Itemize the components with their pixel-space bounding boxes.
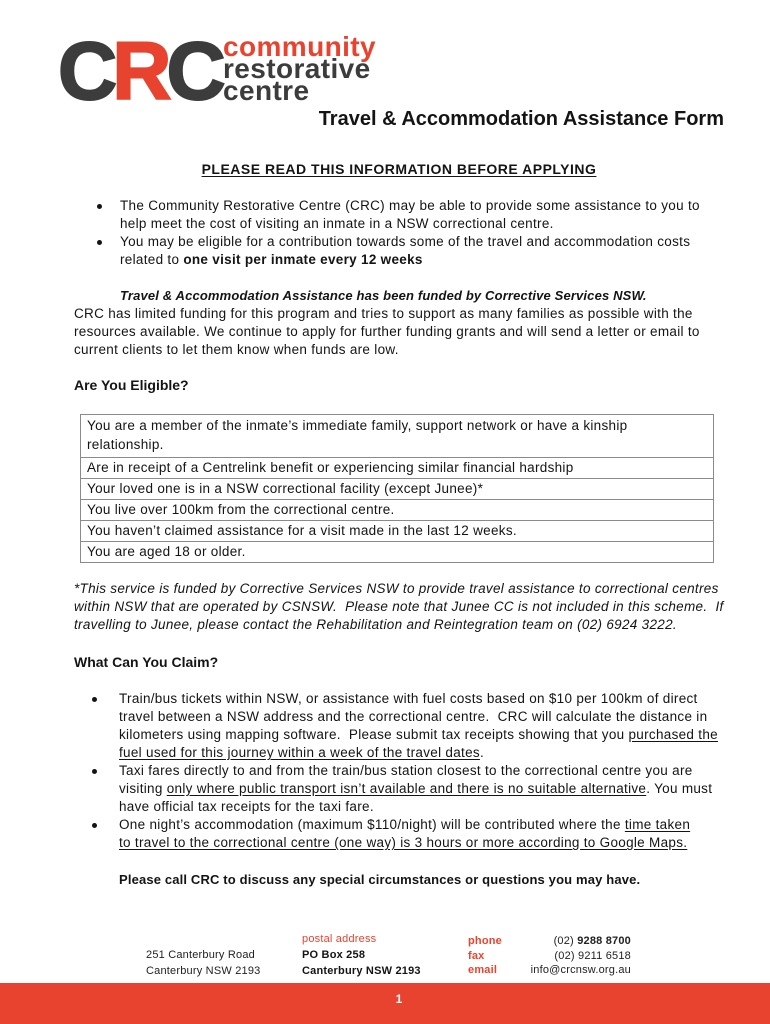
intro-bullet-1-line-2: help meet the cost of visiting an inmate in a NSW correctional centre. [120, 216, 554, 231]
street-line-2: Canterbury NSW 2193 [146, 965, 261, 977]
claim-1-line-1: Train/bus tickets within NSW, or assistance with fuel costs based on $10 per 100km of direct [119, 691, 698, 706]
postal-line-1: PO Box 258 [302, 949, 366, 961]
funding-line-3: current clients to let them know when funds are low. [74, 342, 399, 357]
funding-line-1: CRC has limited funding for this program and tries to support as many families as possible with the [74, 306, 693, 321]
claim-3-underlined: time taken [624, 817, 691, 832]
bullet-icon [92, 697, 97, 702]
page-number: 1 [395, 992, 403, 1006]
bullet-icon [97, 240, 102, 245]
logo-word-centre: centre [223, 75, 310, 106]
bullet-icon [97, 204, 102, 209]
eligibility-heading: Are You Eligible? [74, 377, 189, 393]
bullet-icon [92, 823, 97, 828]
phone-number: 9288 8700 [577, 935, 631, 947]
crc-logo-wordmark [223, 31, 376, 106]
eligibility-footnote [74, 580, 724, 634]
footnote-line-3: travelling to Junee, please contact the Rehabilitation and Reintegration team on (02) 6924 3222. [74, 617, 677, 632]
claim-1-underlined: purchased the [628, 727, 718, 742]
claim-1-line-4-end: . [479, 745, 484, 760]
notice-heading: PLEASE READ THIS INFORMATION BEFORE APPLYING [201, 161, 597, 177]
claim-3-underlined-cont: to travel to the correctional centre (one way) is 3 hours or more according to Google Maps. [119, 835, 688, 850]
fax-label: fax [468, 949, 485, 962]
phone-area-code: (02) [553, 935, 578, 947]
claim-2-underlined: only where public transport isn’t available and there is no suitable alternative [166, 781, 647, 796]
eligibility-row-2-text: Are in receipt of a Centrelink benefit or experiencing similar financial hardship [87, 460, 574, 475]
eligibility-row-4 [81, 499, 713, 520]
intro-bullet-1 [120, 197, 700, 233]
footnote-line-1: *This service is funded by Corrective Services NSW to provide travel assistance to correctional centres [74, 581, 719, 596]
eligibility-row-6-text: You are aged 18 or older. [87, 544, 246, 559]
claim-1-line-4 [119, 744, 718, 762]
eligibility-table [80, 414, 714, 563]
claim-3-line-2 [119, 834, 690, 852]
eligibility-row-6 [81, 541, 713, 562]
footer-street-address [146, 947, 260, 979]
postal-line-2: Canterbury NSW 2193 [302, 965, 421, 977]
eligibility-row-4-text: You live over 100km from the correctional centre. [87, 502, 395, 517]
claims-heading: What Can You Claim? [74, 654, 219, 670]
intro-bullet-2-line-1: You may be eligible for a contribution towards some of the travel and accommodation costs [120, 234, 691, 249]
logo-letter-c2: C [166, 26, 221, 117]
phone-label: phone [468, 935, 502, 947]
claim-1-underlined-cont: fuel used for this journey within a week of the travel dates [119, 745, 480, 760]
logo-letter-r: R [112, 26, 167, 117]
fax-value: (02) 9211 6518 [554, 949, 631, 962]
eligibility-row-1 [81, 415, 713, 457]
claim-item-accommodation [119, 816, 690, 852]
funding-statement-block [120, 287, 647, 305]
intro-bullet-1-line-1: The Community Restorative Centre (CRC) may be able to provide some assistance to you to [120, 198, 700, 213]
claim-item-travel [119, 690, 718, 762]
claim-2-line-2 [119, 780, 712, 798]
form-title: Travel & Accommodation Assistance Form [318, 108, 724, 130]
intro-bullet-2 [120, 233, 690, 269]
funding-paragraph [74, 305, 700, 359]
claim-2-line-2-end: . You must [646, 781, 713, 796]
claim-item-taxi [119, 762, 712, 816]
email-label: email [468, 964, 498, 976]
footer-postal-address [302, 931, 421, 979]
claim-1-line-3 [119, 726, 718, 744]
footer-contact-values [531, 934, 631, 978]
eligibility-row-5 [81, 520, 713, 541]
claim-2-line-2-start: visiting [119, 781, 167, 796]
claim-1-line-2: travel between a NSW address and the correctional centre. CRC will calculate the distance in [119, 709, 708, 724]
street-line-1: 251 Canterbury Road [146, 949, 255, 961]
closing-block [119, 871, 640, 889]
eligibility-row-5-text: You haven’t claimed assistance for a visit made in the last 12 weeks. [87, 523, 517, 538]
postal-address-label: postal address [302, 933, 377, 945]
claim-2-line-1: Taxi fares directly to and from the train/bus station closest to the correctional centre you are [119, 763, 693, 778]
eligibility-row-3-text: Your loved one is in a NSW correctional facility (except Junee)* [87, 481, 484, 496]
eligibility-row-2 [81, 457, 713, 478]
logo-word-community: community [223, 31, 376, 62]
intro-bullet-2-prefix: related to [120, 252, 184, 267]
crc-logo-letters [58, 26, 221, 117]
logo-letter-c1: C [58, 26, 113, 117]
eligibility-row-1-line-2: relationship. [87, 437, 164, 452]
claim-3-line-1-text: One night’s accommodation (maximum $110/night) will be contributed where the [119, 817, 625, 832]
logo-word-restorative: restorative [223, 53, 371, 84]
bullet-icon [92, 769, 97, 774]
claim-1-line-3-text: kilometers using mapping software. Please submit tax receipts showing that you [119, 727, 629, 742]
eligibility-row-1-line-1: You are a member of the inmate’s immediate family, support network or have a kinship [87, 418, 628, 433]
closing-statement: Please call CRC to discuss any special circumstances or questions you may have. [119, 872, 641, 887]
claim-3-line-1 [119, 816, 690, 834]
footnote-line-2: within NSW that are operated by CSNSW. Please note that Junee CC is not included in this scheme. If [74, 599, 724, 614]
funding-statement: Travel & Accommodation Assistance has been funded by Corrective Services NSW. [120, 288, 647, 303]
claim-2-line-3: have official tax receipts for the taxi fare. [119, 799, 374, 814]
email-value: info@crcnsw.org.au [530, 964, 631, 976]
funding-line-2: resources available. We continue to apply for further funding grants and will send a letter or email to [74, 324, 700, 339]
phone-value [531, 934, 631, 949]
visit-frequency-emphasis: one visit per inmate every 12 weeks [183, 252, 423, 267]
footer-contact-labels [468, 934, 502, 978]
eligibility-row-3 [81, 478, 713, 499]
intro-bullet-2-line-2 [120, 251, 690, 269]
